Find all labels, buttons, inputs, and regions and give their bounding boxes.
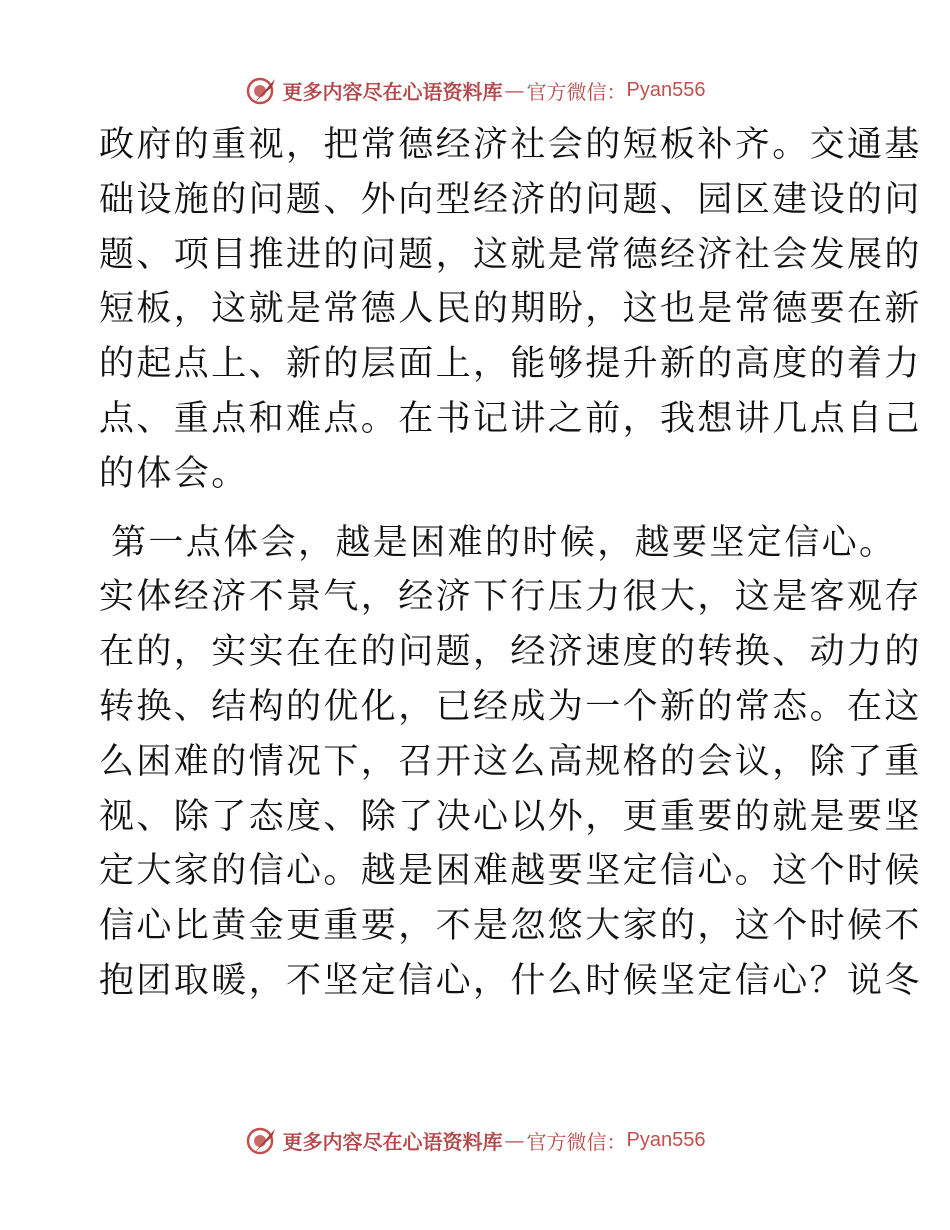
paragraph-2-line: 信心比黄金更重要，不是忽悠大家的，这个时候不 [99,906,922,947]
header-watermark-banner [0,70,950,110]
banner-dash: — [504,78,525,102]
paragraph-2-line: 转换、结构的优化，已经成为一个新的常态。在这 [99,686,922,727]
paragraph-2-line: 实体经济不景气，经济下行压力很大，这是客观存 [99,577,922,618]
paragraph-1-line: 短板，这就是常德人民的期盼，这也是常德要在新 [99,289,922,330]
banner-wechat-id: Pyan556 [626,78,706,101]
quill-logo-icon [245,1123,279,1157]
banner-sub-text: 官方微信： [526,1129,627,1154]
paragraph-2-line: 在的，实实在在的问题，经济速度的转换、动力的 [99,632,922,673]
banner-wechat-id: Pyan556 [626,1128,706,1151]
banner-main-text: 更多内容尽在心语资料库 [282,79,503,104]
paragraph-1-line: 政府的重视，把常德经济社会的短板补齐。交通基 [99,125,922,165]
paragraph-1-line: 点、重点和难点。在书记讲之前，我想讲几点自己 [99,398,922,439]
banner-sub-text: 官方微信： [526,79,627,104]
document-body [99,118,922,1009]
paragraph-2-line: 抱团取暖，不坚定信心，什么时候坚定信心？说冬 [99,960,922,1001]
paragraph-2-heading-line: 第一点体会，越是困难的时候，越要坚定信心。 [111,522,897,563]
paragraph-1-line: 题、项目推进的问题，这就是常德经济社会发展的 [99,234,922,275]
paragraph-gap [99,502,851,516]
paragraph-1-line: 础设施的问题、外向型经济的问题、园区建设的问 [99,179,922,220]
paragraph-2-line: 视、除了态度、除了决心以外，更重要的就是要坚 [99,796,922,837]
footer-watermark-banner [0,1120,950,1160]
paragraph-2-line: 定大家的信心。越是困难越要坚定信心。这个时候 [99,851,922,892]
quill-logo-icon [245,73,279,107]
paragraph-1-line: 的体会。 [99,453,249,494]
paragraph-1-line: 的起点上、新的层面上，能够提升新的高度的着力 [99,344,922,385]
banner-dash: — [504,1128,525,1152]
paragraph-2-line: 么困难的情况下，召开这么高规格的会议，除了重 [99,741,922,782]
banner-main-text: 更多内容尽在心语资料库 [282,1129,503,1154]
